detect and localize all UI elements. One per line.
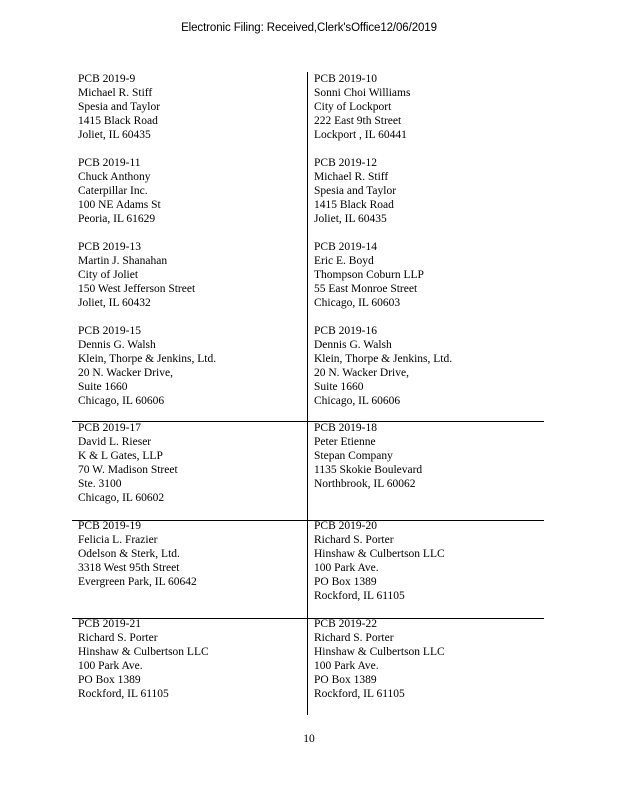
service-entry xyxy=(314,618,445,701)
case-number: PCB 2019-11 xyxy=(78,157,141,169)
service-entry xyxy=(314,73,410,143)
contact-name: Dennis G. Walsh xyxy=(314,338,392,351)
organization: Odelson & Sterk, Ltd. xyxy=(78,547,180,560)
case-number: PCB 2019-22 xyxy=(314,618,377,630)
organization: Klein, Thorpe & Jenkins, Ltd. xyxy=(314,352,453,365)
street-address: 20 N. Wacker Drive, xyxy=(78,366,173,379)
city-state-zip: Chicago, IL 60602 xyxy=(78,491,165,504)
organization: Caterpillar Inc. xyxy=(78,184,148,197)
city-state-zip: Chicago, IL 60606 xyxy=(78,394,165,407)
city-state-zip: Rockford, IL 61105 xyxy=(314,687,405,700)
page-number: 10 xyxy=(303,733,315,745)
service-entry xyxy=(314,422,422,492)
street-address: 100 Park Ave. xyxy=(314,561,379,574)
case-number: PCB 2019-21 xyxy=(78,618,141,630)
contact-name: David L. Rieser xyxy=(78,435,152,448)
contact-name: Dennis G. Walsh xyxy=(78,338,156,351)
service-entry xyxy=(314,520,445,603)
street-address: 1135 Skokie Boulevard xyxy=(314,463,423,476)
contact-name: Eric E. Boyd xyxy=(314,254,374,267)
street-address: 3318 West 95th Street xyxy=(78,561,180,574)
service-entry xyxy=(314,325,452,408)
organization: K & L Gates, LLP xyxy=(78,449,163,462)
street-address: 100 Park Ave. xyxy=(78,659,143,672)
contact-name: Michael R. Stiff xyxy=(314,170,389,183)
case-number: PCB 2019-10 xyxy=(314,73,377,85)
suite: Ste. 3100 xyxy=(78,477,122,490)
street-address: 1415 Black Road xyxy=(78,114,158,127)
city-state-zip: Joliet, IL 60435 xyxy=(314,212,387,225)
case-number: PCB 2019-9 xyxy=(78,73,136,85)
service-entry xyxy=(314,241,424,311)
city-state-zip: Northbrook, IL 60062 xyxy=(314,477,416,490)
case-number: PCB 2019-14 xyxy=(314,241,377,253)
case-number: PCB 2019-18 xyxy=(314,422,377,434)
city-state-zip: Evergreen Park, IL 60642 xyxy=(78,575,197,588)
organization: Hinshaw & Culbertson LLC xyxy=(314,645,445,658)
organization: Stepan Company xyxy=(314,449,393,462)
case-number: PCB 2019-19 xyxy=(78,520,141,532)
street-address: 1415 Black Road xyxy=(314,198,394,211)
city-state-zip: Lockport , IL 60441 xyxy=(314,128,407,141)
po-box: PO Box 1389 xyxy=(78,673,141,686)
service-entry xyxy=(78,157,161,227)
city-state-zip: Chicago, IL 60606 xyxy=(314,394,401,407)
city-state-zip: Joliet, IL 60432 xyxy=(78,296,151,309)
contact-name: Chuck Anthony xyxy=(78,170,151,183)
contact-name: Richard S. Porter xyxy=(78,631,158,644)
service-entry xyxy=(78,618,209,701)
organization: Spesia and Taylor xyxy=(314,184,397,197)
organization: Thompson Coburn LLP xyxy=(314,268,424,281)
service-entry xyxy=(78,241,195,311)
organization: Hinshaw & Culbertson LLC xyxy=(314,547,445,560)
city-state-zip: Rockford, IL 61105 xyxy=(314,589,405,602)
street-address: 150 West Jefferson Street xyxy=(78,282,196,295)
street-address: 55 East Monroe Street xyxy=(314,282,418,295)
service-entry xyxy=(314,157,396,227)
case-number: PCB 2019-17 xyxy=(78,422,141,434)
street-address: 100 Park Ave. xyxy=(314,659,379,672)
case-number: PCB 2019-12 xyxy=(314,157,377,169)
case-number: PCB 2019-15 xyxy=(78,325,141,337)
organization: Klein, Thorpe & Jenkins, Ltd. xyxy=(78,352,217,365)
city-state-zip: Chicago, IL 60603 xyxy=(314,296,401,309)
service-entry xyxy=(78,520,197,590)
service-entry xyxy=(78,422,178,505)
contact-name: Felicia L. Frazier xyxy=(78,533,158,546)
street-address: 100 NE Adams St xyxy=(78,198,161,211)
organization: Spesia and Taylor xyxy=(78,100,161,113)
organization: City of Lockport xyxy=(314,100,392,113)
city-state-zip: Rockford, IL 61105 xyxy=(78,687,169,700)
contact-name: Michael R. Stiff xyxy=(78,86,153,99)
service-entry xyxy=(78,73,160,143)
suite: Suite 1660 xyxy=(78,380,128,393)
contact-name: Sonni Choi Williams xyxy=(314,86,411,99)
contact-name: Richard S. Porter xyxy=(314,631,394,644)
city-state-zip: Peoria, IL 61629 xyxy=(78,212,156,225)
case-number: PCB 2019-13 xyxy=(78,241,141,253)
case-number: PCB 2019-16 xyxy=(314,325,377,337)
po-box: PO Box 1389 xyxy=(314,575,377,588)
service-entry xyxy=(78,325,216,408)
organization: City of Joliet xyxy=(78,268,139,281)
suite: Suite 1660 xyxy=(314,380,364,393)
city-state-zip: Joliet, IL 60435 xyxy=(78,128,151,141)
contact-name: Peter Etienne xyxy=(314,435,376,448)
po-box: PO Box 1389 xyxy=(314,673,377,686)
contact-name: Richard S. Porter xyxy=(314,533,394,546)
street-address: 20 N. Wacker Drive, xyxy=(314,366,409,379)
street-address: 70 W. Madison Street xyxy=(78,463,178,476)
contact-name: Martin J. Shanahan xyxy=(78,254,168,267)
electronic-filing-header: Electronic Filing: Received,Clerk'sOffice12/06/2019 xyxy=(181,22,437,34)
organization: Hinshaw & Culbertson LLC xyxy=(78,645,209,658)
case-number: PCB 2019-20 xyxy=(314,520,377,532)
street-address: 222 East 9th Street xyxy=(314,114,402,127)
